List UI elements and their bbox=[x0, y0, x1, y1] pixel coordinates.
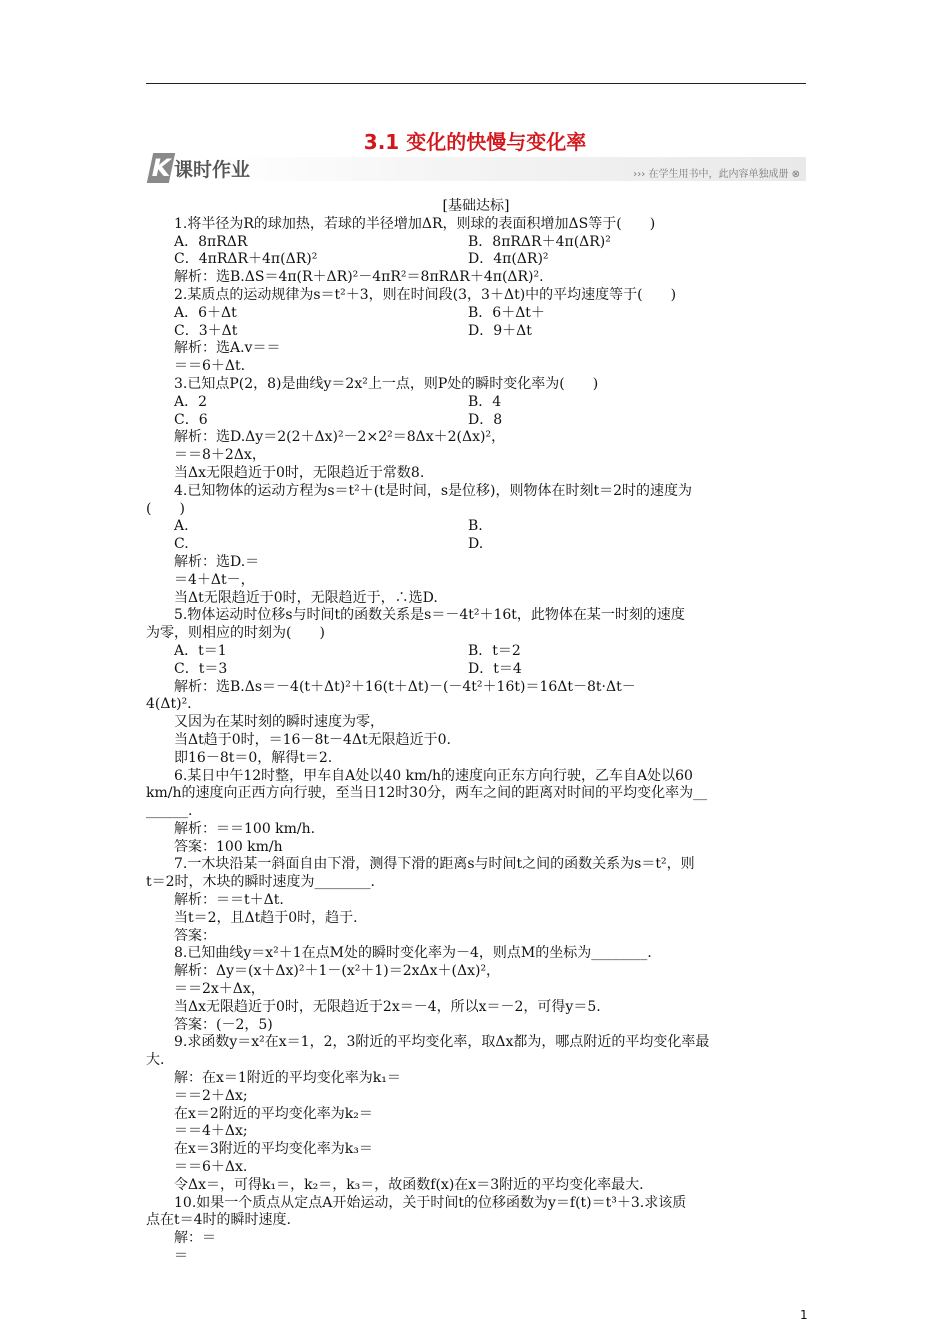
text-line: ＝＝2＋Δx; bbox=[174, 1087, 248, 1104]
text-line: 为零，则相应的时刻为( ) bbox=[146, 625, 325, 642]
option-row bbox=[146, 412, 806, 430]
text-line: 点在t＝4时的瞬时速度. bbox=[146, 1212, 291, 1229]
page-number: 1 bbox=[800, 1308, 808, 1322]
text-line: 当Δx无限趋近于0时，无限趋近于常数8. bbox=[174, 464, 425, 481]
option-left: A. bbox=[174, 518, 189, 535]
text-line: 答案： bbox=[174, 927, 216, 944]
option-row bbox=[146, 518, 806, 536]
text-line: 解析：Δy＝(x＋Δx)²＋1－(x²＋1)＝2xΔx＋(Δx)²， bbox=[174, 963, 501, 980]
text-line: 在x＝3附近的平均变化率为k₃＝ bbox=[174, 1141, 373, 1158]
homework-banner bbox=[146, 151, 806, 185]
text-line: 大. bbox=[146, 1052, 165, 1069]
text-line: 7.一木块沿某一斜面自由下滑，测得下滑的距离s与时间t之间的函数关系为s＝t²，则 bbox=[174, 856, 695, 873]
option-left: C．3＋Δt bbox=[174, 322, 238, 339]
banner-logo-icon: K bbox=[148, 154, 174, 182]
option-right: D．8 bbox=[468, 411, 503, 428]
text-line: 9.求函数y＝x²在x＝1，2，3附近的平均变化率，取Δx都为，哪点附近的平均变化率最 bbox=[174, 1034, 710, 1051]
text-line: 解析：＝＝t＋Δt. bbox=[174, 892, 284, 909]
option-row bbox=[146, 251, 806, 269]
text-line: 解析：选D.Δy＝2(2＋Δx)²－2×2²＝8Δx＋2(Δx)²， bbox=[174, 429, 506, 446]
option-left: A．2 bbox=[174, 393, 208, 410]
banner-note: ››› 在学生用书中，此内容单独成册 ⊗ bbox=[633, 169, 800, 180]
text-line: 解析：＝＝100 km/h. bbox=[174, 820, 316, 837]
text-line: 1.将半径为R的球加热，若球的半径增加ΔR，则球的表面积增加ΔS等于( ) bbox=[174, 215, 656, 232]
text-line: 当t＝2，且Δt趋于0时，趋于. bbox=[174, 909, 358, 926]
option-row bbox=[146, 536, 806, 554]
text-line: 当Δt趋于0时，＝16－8t－4Δt无限趋近于0. bbox=[174, 731, 451, 748]
option-right: B．t＝2 bbox=[468, 642, 521, 659]
banner-label: 课时作业 bbox=[174, 159, 251, 181]
text-line: 令Δx＝，可得k₁＝，k₂＝，k₃＝，故函数f(x)在x＝3附近的平均变化率最大. bbox=[174, 1176, 644, 1193]
text-line: 解析：选B.ΔS＝4π(R＋ΔR)²－4πR²＝8πRΔR＋4π(ΔR)². bbox=[174, 269, 544, 286]
text-line: ＝＝6＋Δx. bbox=[174, 1159, 248, 1176]
text-line: t＝2时，木块的瞬时速度为________. bbox=[146, 874, 375, 891]
text-line: ＝＝8＋2Δx， bbox=[174, 447, 266, 464]
option-right: B．4 bbox=[468, 393, 502, 410]
option-row bbox=[146, 305, 806, 323]
section-heading: [基础达标] bbox=[442, 198, 510, 214]
text-line: km/h的速度向正西方向行驶，至当日12时30分，两车之间的距离对时间的平均变化率为__ bbox=[146, 785, 708, 802]
text-line: 答案：(－2，5) bbox=[174, 1016, 273, 1033]
text-line: ＝＝2x＋Δx， bbox=[174, 981, 265, 998]
header-rule bbox=[146, 83, 806, 84]
option-right: B．6＋Δt＋ bbox=[468, 304, 545, 321]
option-right: D. bbox=[468, 536, 484, 553]
option-left: C. bbox=[174, 536, 189, 553]
text-line: 解：在x＝1附近的平均变化率为k₁＝ bbox=[174, 1070, 401, 1087]
text-line: ＝ bbox=[174, 1248, 188, 1265]
text-line: 即16－8t＝0，解得t＝2. bbox=[174, 749, 333, 766]
option-left: C．t＝3 bbox=[174, 660, 228, 677]
option-right: D．t＝4 bbox=[468, 660, 522, 677]
option-left: A．8πRΔR bbox=[174, 233, 248, 250]
option-left: A．6＋Δt bbox=[174, 304, 237, 321]
text-line: 4(Δt)². bbox=[146, 696, 192, 713]
option-right: D．9＋Δt bbox=[468, 322, 532, 339]
text-line: 解析：选A.v＝＝ bbox=[174, 340, 281, 357]
option-left: C．4πRΔR＋4π(ΔR)² bbox=[174, 251, 318, 268]
text-line: 答案：100 km/h bbox=[174, 838, 283, 855]
page-title: 3.1 变化的快慢与变化率 bbox=[363, 130, 587, 154]
text-line: 6.某日中午12时整，甲车自A处以40 km/h的速度向正东方向行驶，乙车自A处以60 bbox=[174, 767, 693, 784]
text-line: 10.如果一个质点从定点A开始运动，关于时间t的位移函数为y＝f(t)＝t³＋3.求该质 bbox=[174, 1194, 687, 1211]
option-right: B．8πRΔR＋4π(ΔR)² bbox=[468, 233, 611, 250]
text-line: 解析：选B.Δs＝－4(t＋Δt)²＋16(t＋Δt)－(－4t²＋16t)＝16Δt－8t·Δt－ bbox=[174, 678, 636, 695]
text-line: 当Δt无限趋近于0时，无限趋近于，∴选D. bbox=[174, 589, 438, 606]
text-line: ＝＝6＋Δt. bbox=[174, 358, 246, 375]
text-line: 3.已知点P(2，8)是曲线y＝2x²上一点，则P处的瞬时变化率为( ) bbox=[174, 375, 599, 392]
text-line: 5.物体运动时位移s与时间t的函数关系是s＝－4t²＋16t，此物体在某一时刻的速度 bbox=[174, 607, 685, 624]
option-row bbox=[146, 234, 806, 252]
option-left: A．t＝1 bbox=[174, 642, 227, 659]
option-row bbox=[146, 394, 806, 412]
text-line: ＝4＋Δt－， bbox=[174, 571, 255, 588]
text-line: 解析：选D.＝ bbox=[174, 553, 260, 570]
option-row bbox=[146, 643, 806, 661]
option-row bbox=[146, 323, 806, 341]
option-right: B. bbox=[468, 518, 483, 535]
text-line: ( ) bbox=[146, 500, 185, 517]
text-line: 当Δx无限趋近于0时，无限趋近于2x＝－4，所以x＝－2，可得y＝5. bbox=[174, 998, 601, 1015]
option-left: C．6 bbox=[174, 411, 208, 428]
document-body bbox=[146, 198, 806, 1266]
text-line: 8.已知曲线y＝x²＋1在点M处的瞬时变化率为－4，则点M的坐标为________. bbox=[174, 945, 652, 962]
text-line: 又因为在某时刻的瞬时速度为零， bbox=[174, 714, 384, 731]
text-line: ______. bbox=[146, 803, 193, 820]
option-row bbox=[146, 661, 806, 679]
text-line: 解：＝ bbox=[174, 1230, 216, 1247]
text-line: ＝＝4＋Δx; bbox=[174, 1123, 248, 1140]
text-line: 4.已知物体的运动方程为s＝t²＋(t是时间，s是位移)，则物体在时刻t＝2时的速度为 bbox=[174, 482, 693, 499]
text-line: 在x＝2附近的平均变化率为k₂＝ bbox=[174, 1105, 373, 1122]
text-line: 2.某质点的运动规律为s＝t²＋3，则在时间段(3，3＋Δt)中的平均速度等于( ) bbox=[174, 286, 677, 303]
option-right: D．4π(ΔR)² bbox=[468, 251, 549, 268]
